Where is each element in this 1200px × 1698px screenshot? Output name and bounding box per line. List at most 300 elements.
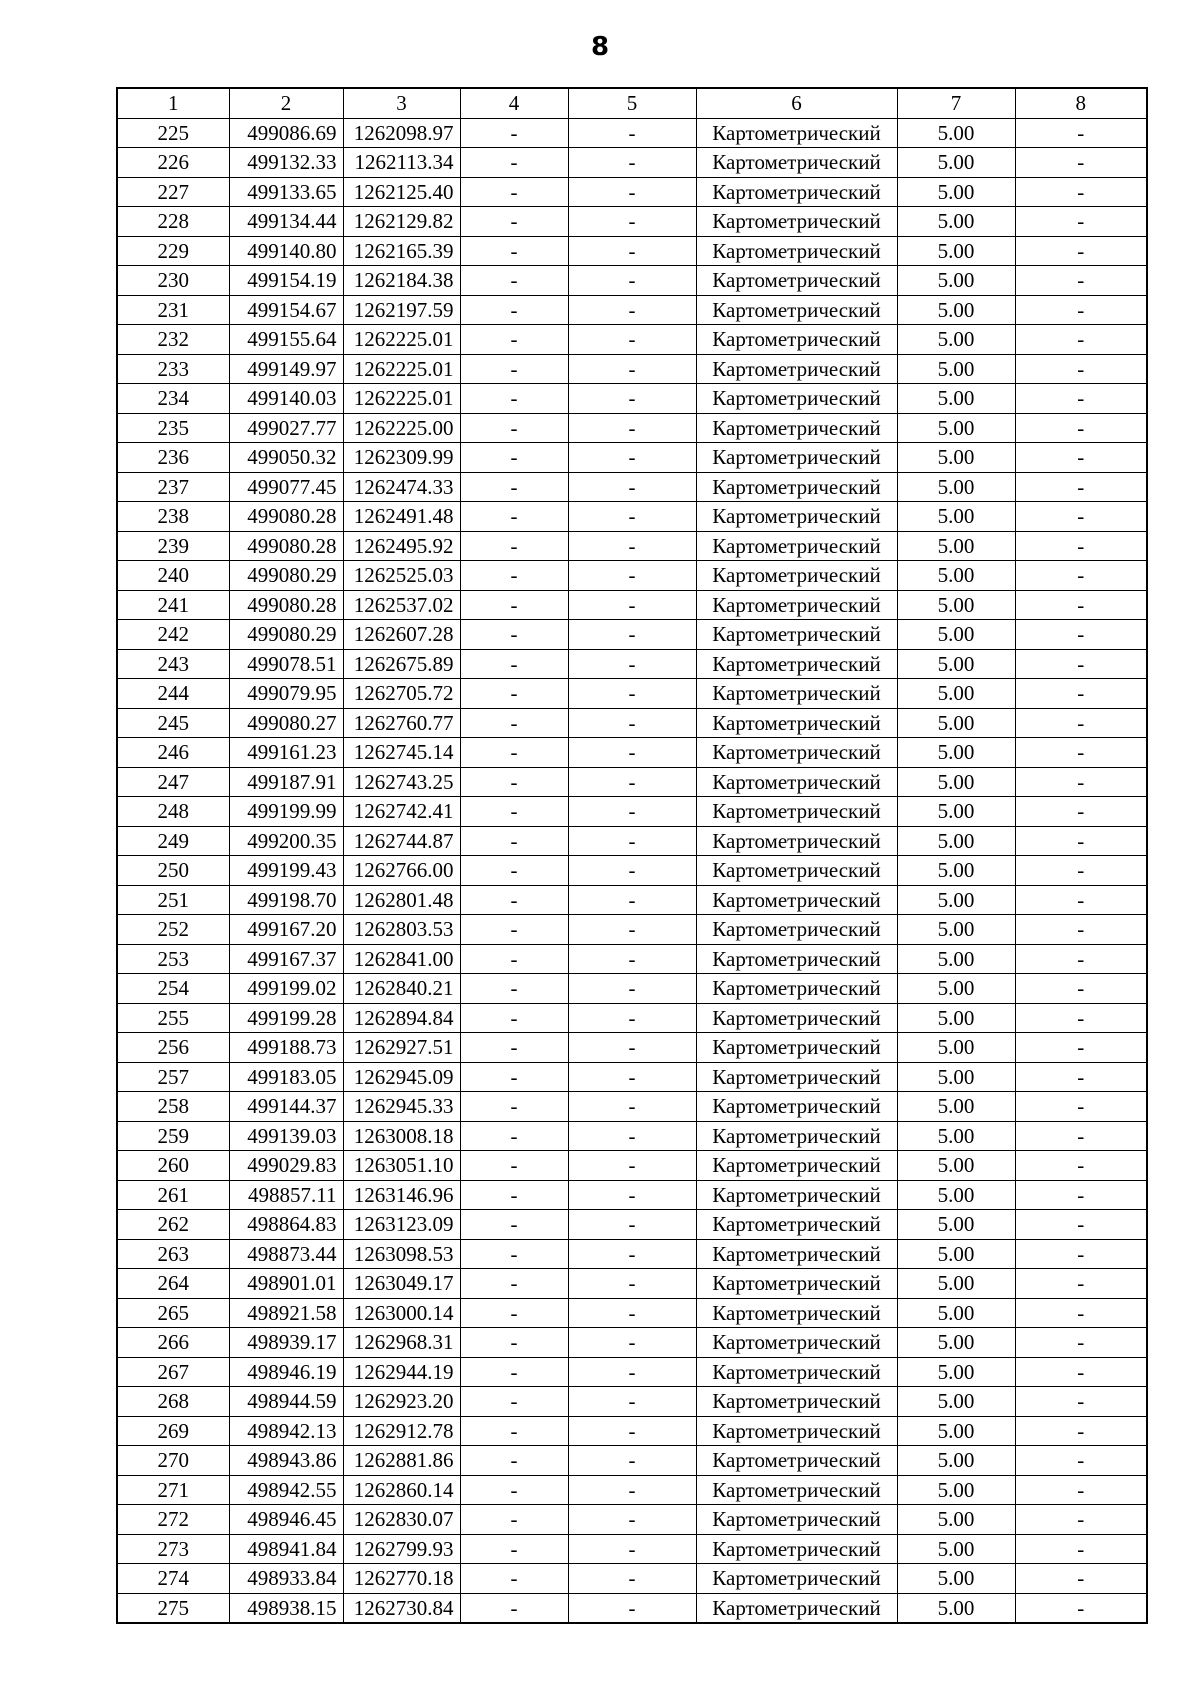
point-number-cell: 272: [117, 1505, 229, 1535]
y-coordinate-cell: 1262840.21: [343, 974, 460, 1004]
accuracy-cell: 5.00: [897, 384, 1015, 414]
x-coordinate-cell: 498946.45: [229, 1505, 343, 1535]
col8-cell: -: [1015, 295, 1147, 325]
table-row: [117, 1298, 1147, 1328]
method-cell: Картометрический: [696, 531, 897, 561]
col5-cell: -: [568, 738, 696, 768]
accuracy-cell: 5.00: [897, 797, 1015, 827]
col5-cell: -: [568, 354, 696, 384]
col8-cell: -: [1015, 1446, 1147, 1476]
point-number-cell: 250: [117, 856, 229, 886]
y-coordinate-cell: 1263146.96: [343, 1180, 460, 1210]
col4-cell: -: [460, 915, 568, 945]
table-row: [117, 207, 1147, 237]
accuracy-cell: 5.00: [897, 1534, 1015, 1564]
col5-cell: -: [568, 590, 696, 620]
col8-cell: -: [1015, 148, 1147, 178]
accuracy-cell: 5.00: [897, 1475, 1015, 1505]
x-coordinate-cell: 499080.28: [229, 590, 343, 620]
y-coordinate-cell: 1262945.33: [343, 1092, 460, 1122]
col8-cell: -: [1015, 679, 1147, 709]
col4-cell: -: [460, 1328, 568, 1358]
col4-cell: -: [460, 118, 568, 148]
col5-cell: -: [568, 118, 696, 148]
col5-cell: -: [568, 1269, 696, 1299]
method-cell: Картометрический: [696, 1121, 897, 1151]
method-cell: Картометрический: [696, 266, 897, 296]
col8-cell: -: [1015, 708, 1147, 738]
point-number-cell: 269: [117, 1416, 229, 1446]
col4-cell: -: [460, 974, 568, 1004]
method-cell: Картометрический: [696, 502, 897, 532]
col4-cell: -: [460, 561, 568, 591]
y-coordinate-cell: 1262705.72: [343, 679, 460, 709]
accuracy-cell: 5.00: [897, 1387, 1015, 1417]
accuracy-cell: 5.00: [897, 1003, 1015, 1033]
y-coordinate-cell: 1263000.14: [343, 1298, 460, 1328]
method-cell: Картометрический: [696, 1564, 897, 1594]
accuracy-cell: 5.00: [897, 354, 1015, 384]
col5-cell: -: [568, 797, 696, 827]
col8-cell: -: [1015, 1357, 1147, 1387]
col5-cell: -: [568, 531, 696, 561]
x-coordinate-cell: 499167.37: [229, 944, 343, 974]
x-coordinate-cell: 499149.97: [229, 354, 343, 384]
col8-cell: -: [1015, 325, 1147, 355]
x-coordinate-cell: 498864.83: [229, 1210, 343, 1240]
method-cell: Картометрический: [696, 590, 897, 620]
y-coordinate-cell: 1262474.33: [343, 472, 460, 502]
col8-cell: -: [1015, 1475, 1147, 1505]
accuracy-cell: 5.00: [897, 826, 1015, 856]
col5-cell: -: [568, 1298, 696, 1328]
point-number-cell: 266: [117, 1328, 229, 1358]
point-number-cell: 235: [117, 413, 229, 443]
y-coordinate-cell: 1262197.59: [343, 295, 460, 325]
accuracy-cell: 5.00: [897, 915, 1015, 945]
col5-cell: -: [568, 944, 696, 974]
col8-cell: -: [1015, 1387, 1147, 1417]
point-number-cell: 251: [117, 885, 229, 915]
col8-cell: -: [1015, 1298, 1147, 1328]
point-number-cell: 227: [117, 177, 229, 207]
x-coordinate-cell: 499154.67: [229, 295, 343, 325]
accuracy-cell: 5.00: [897, 767, 1015, 797]
accuracy-cell: 5.00: [897, 620, 1015, 650]
table-row: [117, 561, 1147, 591]
point-number-cell: 268: [117, 1387, 229, 1417]
column-header: 6: [696, 88, 897, 118]
table-row: [117, 974, 1147, 1004]
x-coordinate-cell: 498942.13: [229, 1416, 343, 1446]
y-coordinate-cell: 1262742.41: [343, 797, 460, 827]
point-number-cell: 263: [117, 1239, 229, 1269]
col4-cell: -: [460, 1505, 568, 1535]
accuracy-cell: 5.00: [897, 443, 1015, 473]
col8-cell: -: [1015, 443, 1147, 473]
col5-cell: -: [568, 148, 696, 178]
col4-cell: -: [460, 1475, 568, 1505]
accuracy-cell: 5.00: [897, 1505, 1015, 1535]
y-coordinate-cell: 1262923.20: [343, 1387, 460, 1417]
point-number-cell: 246: [117, 738, 229, 768]
table-row: [117, 1475, 1147, 1505]
col8-cell: -: [1015, 118, 1147, 148]
col5-cell: -: [568, 767, 696, 797]
col5-cell: -: [568, 443, 696, 473]
table-row: [117, 443, 1147, 473]
table-row: [117, 1328, 1147, 1358]
y-coordinate-cell: 1262945.09: [343, 1062, 460, 1092]
table-row: [117, 767, 1147, 797]
table-row: [117, 502, 1147, 532]
accuracy-cell: 5.00: [897, 148, 1015, 178]
table-row: [117, 1121, 1147, 1151]
method-cell: Картометрический: [696, 177, 897, 207]
col5-cell: -: [568, 1505, 696, 1535]
col4-cell: -: [460, 207, 568, 237]
x-coordinate-cell: 499199.02: [229, 974, 343, 1004]
table-row: [117, 1534, 1147, 1564]
method-cell: Картометрический: [696, 1534, 897, 1564]
method-cell: Картометрический: [696, 148, 897, 178]
accuracy-cell: 5.00: [897, 531, 1015, 561]
x-coordinate-cell: 498933.84: [229, 1564, 343, 1594]
method-cell: Картометрический: [696, 708, 897, 738]
table-row: [117, 885, 1147, 915]
col5-cell: -: [568, 236, 696, 266]
x-coordinate-cell: 499027.77: [229, 413, 343, 443]
method-cell: Картометрический: [696, 236, 897, 266]
x-coordinate-cell: 498939.17: [229, 1328, 343, 1358]
col5-cell: -: [568, 1416, 696, 1446]
x-coordinate-cell: 499199.28: [229, 1003, 343, 1033]
point-number-cell: 258: [117, 1092, 229, 1122]
col8-cell: -: [1015, 531, 1147, 561]
accuracy-cell: 5.00: [897, 207, 1015, 237]
method-cell: Картометрический: [696, 679, 897, 709]
y-coordinate-cell: 1262125.40: [343, 177, 460, 207]
table-row: [117, 1239, 1147, 1269]
col8-cell: -: [1015, 1593, 1147, 1623]
column-header: 8: [1015, 88, 1147, 118]
point-number-cell: 240: [117, 561, 229, 591]
col8-cell: -: [1015, 944, 1147, 974]
col5-cell: -: [568, 1092, 696, 1122]
column-header: 3: [343, 88, 460, 118]
col5-cell: -: [568, 885, 696, 915]
col8-cell: -: [1015, 649, 1147, 679]
y-coordinate-cell: 1262743.25: [343, 767, 460, 797]
x-coordinate-cell: 498857.11: [229, 1180, 343, 1210]
method-cell: Картометрический: [696, 797, 897, 827]
col4-cell: -: [460, 502, 568, 532]
method-cell: Картометрический: [696, 1328, 897, 1358]
x-coordinate-cell: 499198.70: [229, 885, 343, 915]
col4-cell: -: [460, 1180, 568, 1210]
accuracy-cell: 5.00: [897, 177, 1015, 207]
table-row: [117, 1210, 1147, 1240]
col8-cell: -: [1015, 1328, 1147, 1358]
col8-cell: -: [1015, 207, 1147, 237]
x-coordinate-cell: 499154.19: [229, 266, 343, 296]
col5-cell: -: [568, 1062, 696, 1092]
col5-cell: -: [568, 1564, 696, 1594]
col8-cell: -: [1015, 1092, 1147, 1122]
col4-cell: -: [460, 620, 568, 650]
method-cell: Картометрический: [696, 767, 897, 797]
col4-cell: -: [460, 1416, 568, 1446]
y-coordinate-cell: 1262841.00: [343, 944, 460, 974]
col4-cell: -: [460, 443, 568, 473]
col5-cell: -: [568, 266, 696, 296]
col8-cell: -: [1015, 1062, 1147, 1092]
point-number-cell: 232: [117, 325, 229, 355]
accuracy-cell: 5.00: [897, 325, 1015, 355]
col4-cell: -: [460, 738, 568, 768]
accuracy-cell: 5.00: [897, 1298, 1015, 1328]
col8-cell: -: [1015, 413, 1147, 443]
col4-cell: -: [460, 148, 568, 178]
method-cell: Картометрический: [696, 325, 897, 355]
x-coordinate-cell: 499080.28: [229, 531, 343, 561]
y-coordinate-cell: 1263098.53: [343, 1239, 460, 1269]
point-number-cell: 259: [117, 1121, 229, 1151]
col8-cell: -: [1015, 1534, 1147, 1564]
col4-cell: -: [460, 354, 568, 384]
col8-cell: -: [1015, 1033, 1147, 1063]
table-row: [117, 1593, 1147, 1623]
point-number-cell: 267: [117, 1357, 229, 1387]
col4-cell: -: [460, 679, 568, 709]
method-cell: Картометрический: [696, 1092, 897, 1122]
table-row: [117, 1446, 1147, 1476]
accuracy-cell: 5.00: [897, 1210, 1015, 1240]
accuracy-cell: 5.00: [897, 885, 1015, 915]
accuracy-cell: 5.00: [897, 1062, 1015, 1092]
col5-cell: -: [568, 826, 696, 856]
y-coordinate-cell: 1262745.14: [343, 738, 460, 768]
x-coordinate-cell: 499080.29: [229, 620, 343, 650]
col8-cell: -: [1015, 885, 1147, 915]
col8-cell: -: [1015, 561, 1147, 591]
col4-cell: -: [460, 944, 568, 974]
col5-cell: -: [568, 1210, 696, 1240]
col4-cell: -: [460, 649, 568, 679]
col4-cell: -: [460, 236, 568, 266]
x-coordinate-cell: 499187.91: [229, 767, 343, 797]
x-coordinate-cell: 499188.73: [229, 1033, 343, 1063]
table-row: [117, 1505, 1147, 1535]
method-cell: Картометрический: [696, 354, 897, 384]
col8-cell: -: [1015, 826, 1147, 856]
x-coordinate-cell: 498938.15: [229, 1593, 343, 1623]
table-row: [117, 1357, 1147, 1387]
point-number-cell: 274: [117, 1564, 229, 1594]
point-number-cell: 243: [117, 649, 229, 679]
table-row: [117, 738, 1147, 768]
col5-cell: -: [568, 295, 696, 325]
col4-cell: -: [460, 1534, 568, 1564]
y-coordinate-cell: 1262881.86: [343, 1446, 460, 1476]
y-coordinate-cell: 1262830.07: [343, 1505, 460, 1535]
method-cell: Картометрический: [696, 974, 897, 1004]
col4-cell: -: [460, 1239, 568, 1269]
method-cell: Картометрический: [696, 118, 897, 148]
col8-cell: -: [1015, 738, 1147, 768]
method-cell: Картометрический: [696, 1151, 897, 1181]
x-coordinate-cell: 498942.55: [229, 1475, 343, 1505]
table-row: [117, 531, 1147, 561]
accuracy-cell: 5.00: [897, 1564, 1015, 1594]
point-number-cell: 239: [117, 531, 229, 561]
method-cell: Картометрический: [696, 1062, 897, 1092]
x-coordinate-cell: 499199.99: [229, 797, 343, 827]
method-cell: Картометрический: [696, 1210, 897, 1240]
accuracy-cell: 5.00: [897, 1269, 1015, 1299]
point-number-cell: 265: [117, 1298, 229, 1328]
y-coordinate-cell: 1262225.01: [343, 354, 460, 384]
col8-cell: -: [1015, 1564, 1147, 1594]
col5-cell: -: [568, 1239, 696, 1269]
col4-cell: -: [460, 472, 568, 502]
x-coordinate-cell: 499144.37: [229, 1092, 343, 1122]
x-coordinate-cell: 499133.65: [229, 177, 343, 207]
table-row: [117, 236, 1147, 266]
accuracy-cell: 5.00: [897, 1357, 1015, 1387]
point-number-cell: 228: [117, 207, 229, 237]
col8-cell: -: [1015, 915, 1147, 945]
page-number: 8: [590, 32, 610, 62]
method-cell: Картометрический: [696, 1593, 897, 1623]
col8-cell: -: [1015, 1121, 1147, 1151]
col4-cell: -: [460, 1564, 568, 1594]
col8-cell: -: [1015, 590, 1147, 620]
accuracy-cell: 5.00: [897, 295, 1015, 325]
point-number-cell: 233: [117, 354, 229, 384]
col4-cell: -: [460, 1593, 568, 1623]
y-coordinate-cell: 1262225.01: [343, 384, 460, 414]
table-body: [117, 118, 1147, 1623]
table-row: [117, 1269, 1147, 1299]
col8-cell: -: [1015, 797, 1147, 827]
point-number-cell: 253: [117, 944, 229, 974]
table-row: [117, 266, 1147, 296]
y-coordinate-cell: 1262944.19: [343, 1357, 460, 1387]
col5-cell: -: [568, 1033, 696, 1063]
x-coordinate-cell: 499155.64: [229, 325, 343, 355]
x-coordinate-cell: 498901.01: [229, 1269, 343, 1299]
y-coordinate-cell: 1262770.18: [343, 1564, 460, 1594]
x-coordinate-cell: 498921.58: [229, 1298, 343, 1328]
table-row: [117, 649, 1147, 679]
col8-cell: -: [1015, 620, 1147, 650]
method-cell: Картометрический: [696, 885, 897, 915]
col5-cell: -: [568, 1180, 696, 1210]
col5-cell: -: [568, 679, 696, 709]
col8-cell: -: [1015, 1505, 1147, 1535]
col4-cell: -: [460, 384, 568, 414]
y-coordinate-cell: 1262607.28: [343, 620, 460, 650]
x-coordinate-cell: 499140.80: [229, 236, 343, 266]
y-coordinate-cell: 1262309.99: [343, 443, 460, 473]
col4-cell: -: [460, 1033, 568, 1063]
method-cell: Картометрический: [696, 1269, 897, 1299]
point-number-cell: 225: [117, 118, 229, 148]
point-number-cell: 238: [117, 502, 229, 532]
method-cell: Картометрический: [696, 738, 897, 768]
y-coordinate-cell: 1262912.78: [343, 1416, 460, 1446]
col5-cell: -: [568, 1534, 696, 1564]
accuracy-cell: 5.00: [897, 974, 1015, 1004]
accuracy-cell: 5.00: [897, 1121, 1015, 1151]
point-number-cell: 234: [117, 384, 229, 414]
column-header: 2: [229, 88, 343, 118]
table-row: [117, 856, 1147, 886]
col8-cell: -: [1015, 266, 1147, 296]
column-header: 7: [897, 88, 1015, 118]
col4-cell: -: [460, 1387, 568, 1417]
col4-cell: -: [460, 1003, 568, 1033]
accuracy-cell: 5.00: [897, 413, 1015, 443]
y-coordinate-cell: 1262225.00: [343, 413, 460, 443]
point-number-cell: 241: [117, 590, 229, 620]
y-coordinate-cell: 1263123.09: [343, 1210, 460, 1240]
col4-cell: -: [460, 413, 568, 443]
col4-cell: -: [460, 797, 568, 827]
col8-cell: -: [1015, 1416, 1147, 1446]
point-number-cell: 248: [117, 797, 229, 827]
col8-cell: -: [1015, 502, 1147, 532]
point-number-cell: 229: [117, 236, 229, 266]
method-cell: Картометрический: [696, 295, 897, 325]
table-row: [117, 1564, 1147, 1594]
x-coordinate-cell: 499183.05: [229, 1062, 343, 1092]
point-number-cell: 257: [117, 1062, 229, 1092]
accuracy-cell: 5.00: [897, 1416, 1015, 1446]
table-row: [117, 472, 1147, 502]
point-number-cell: 249: [117, 826, 229, 856]
col4-cell: -: [460, 590, 568, 620]
y-coordinate-cell: 1262165.39: [343, 236, 460, 266]
col4-cell: -: [460, 295, 568, 325]
method-cell: Картометрический: [696, 1505, 897, 1535]
point-number-cell: 255: [117, 1003, 229, 1033]
point-number-cell: 242: [117, 620, 229, 650]
table-row: [117, 590, 1147, 620]
col4-cell: -: [460, 325, 568, 355]
method-cell: Картометрический: [696, 1387, 897, 1417]
col8-cell: -: [1015, 767, 1147, 797]
y-coordinate-cell: 1262801.48: [343, 885, 460, 915]
method-cell: Картометрический: [696, 1357, 897, 1387]
y-coordinate-cell: 1262537.02: [343, 590, 460, 620]
y-coordinate-cell: 1262113.34: [343, 148, 460, 178]
col5-cell: -: [568, 620, 696, 650]
y-coordinate-cell: 1262225.01: [343, 325, 460, 355]
x-coordinate-cell: 499029.83: [229, 1151, 343, 1181]
method-cell: Картометрический: [696, 1033, 897, 1063]
x-coordinate-cell: 499080.28: [229, 502, 343, 532]
col4-cell: -: [460, 1092, 568, 1122]
method-cell: Картометрический: [696, 443, 897, 473]
col4-cell: -: [460, 1062, 568, 1092]
col8-cell: -: [1015, 1239, 1147, 1269]
col8-cell: -: [1015, 856, 1147, 886]
x-coordinate-cell: 499134.44: [229, 207, 343, 237]
col8-cell: -: [1015, 974, 1147, 1004]
y-coordinate-cell: 1262525.03: [343, 561, 460, 591]
